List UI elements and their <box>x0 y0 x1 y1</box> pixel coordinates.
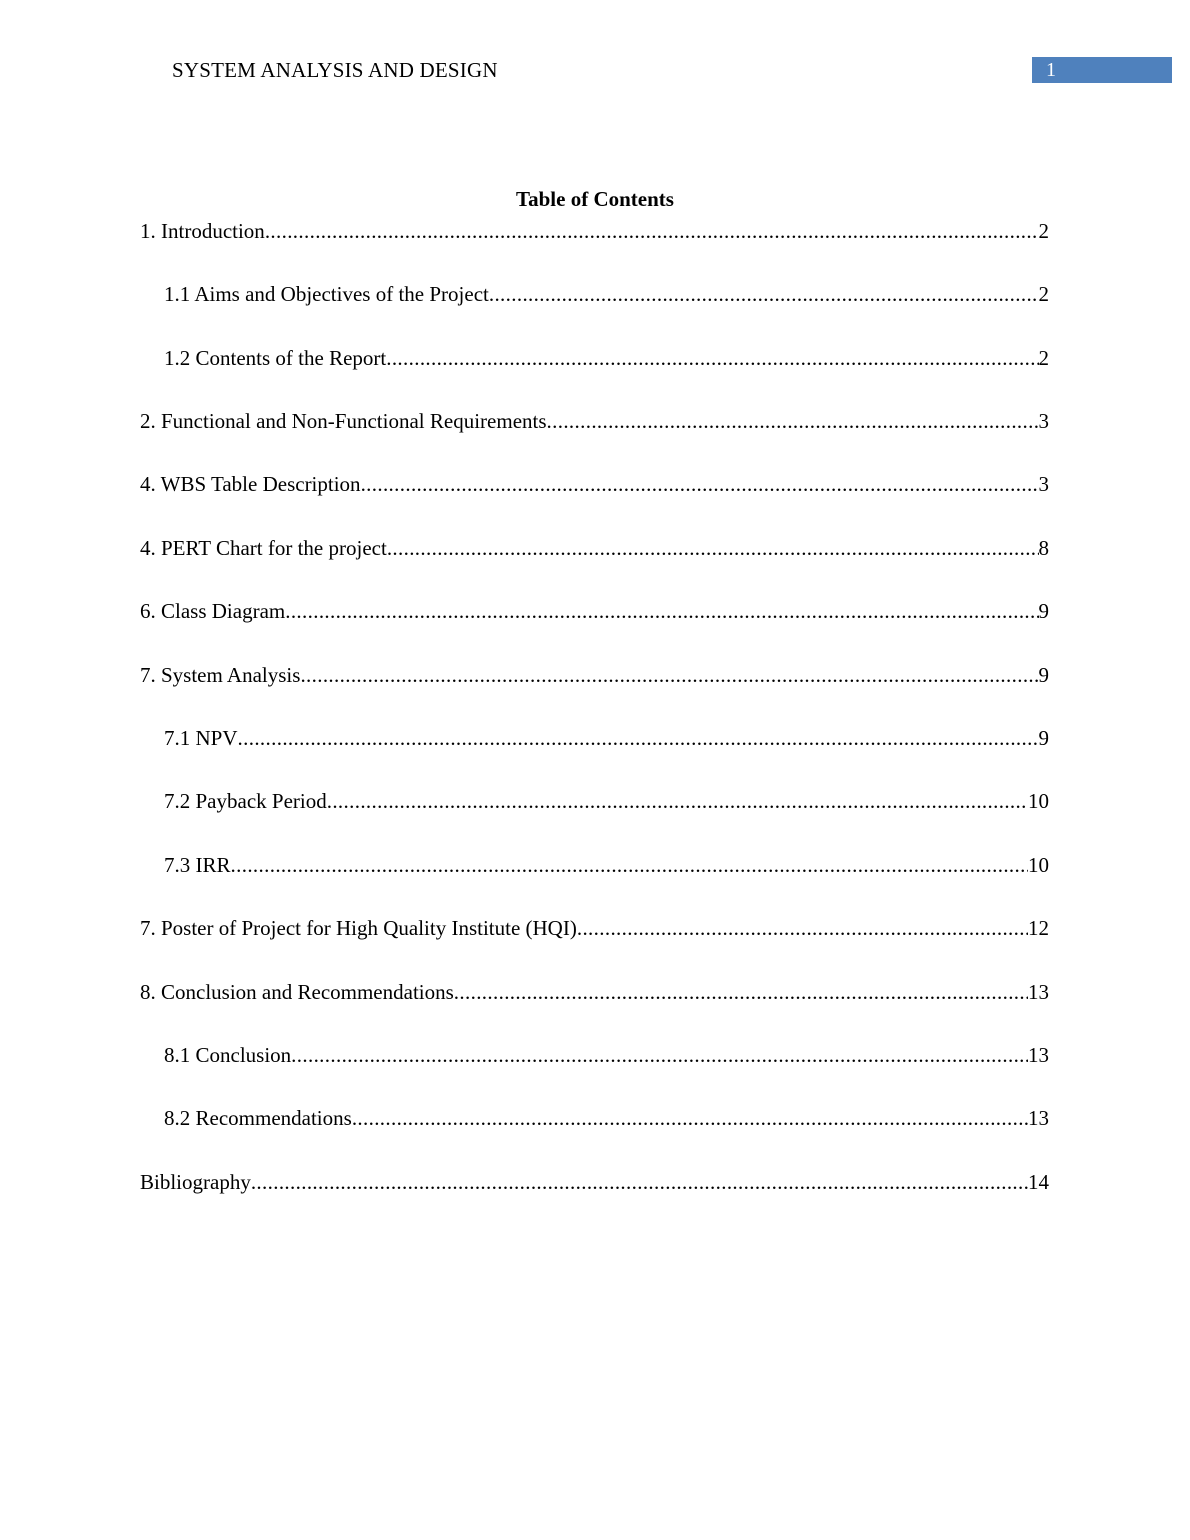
toc-dot-leader <box>454 979 1028 1005</box>
toc-entry-label: 6. Class Diagram <box>140 599 286 623</box>
toc-entry-aims-objectives[interactable] <box>164 281 1049 307</box>
toc-entry-payback-period[interactable] <box>164 788 1049 814</box>
toc-entry-page: 10 <box>1028 789 1049 813</box>
toc-entry-label: 2. Functional and Non-Functional Requirements <box>140 409 547 433</box>
toc-entry-page: 13 <box>1028 1043 1049 1067</box>
toc-entry-bibliography[interactable] <box>140 1169 1049 1195</box>
toc-entry-label: 1.1 Aims and Objectives of the Project <box>164 282 489 306</box>
toc-dot-leader <box>386 345 1038 371</box>
toc-entry-page: 9 <box>1038 726 1049 750</box>
toc-entry-page: 8 <box>1038 536 1049 560</box>
toc-entry-class-diagram[interactable] <box>140 598 1049 624</box>
toc-entry-introduction[interactable] <box>140 218 1049 244</box>
toc-heading: Table of Contents <box>516 187 674 211</box>
toc-dot-leader <box>251 1169 1028 1195</box>
toc-dot-leader <box>231 852 1028 878</box>
toc-entry-system-analysis[interactable] <box>140 662 1049 688</box>
toc-entry-poster[interactable] <box>140 915 1049 941</box>
toc-entry-recommendations[interactable] <box>164 1105 1049 1131</box>
toc-entry-page: 3 <box>1038 409 1049 433</box>
toc-entry-label: 4. PERT Chart for the project <box>140 536 387 560</box>
toc-entry-wbs-table[interactable] <box>140 471 1049 497</box>
toc-dot-leader <box>547 408 1039 434</box>
toc-entry-page: 13 <box>1028 980 1049 1004</box>
toc-dot-leader <box>387 535 1039 561</box>
running-header-title: SYSTEM ANALYSIS AND DESIGN <box>172 58 498 82</box>
toc-entry-label: 1.2 Contents of the Report <box>164 346 387 370</box>
toc-entry-page: 9 <box>1038 599 1049 623</box>
toc-entry-conclusion-recommendations[interactable] <box>140 979 1049 1005</box>
toc-entry-page: 14 <box>1028 1170 1049 1194</box>
toc-dot-leader <box>577 915 1028 941</box>
toc-dot-leader <box>291 1042 1028 1068</box>
toc-entry-label: 7. System Analysis <box>140 663 301 687</box>
toc-entry-pert-chart[interactable] <box>140 535 1049 561</box>
toc-entry-label: 7. Poster of Project for High Quality Institute (HQI) <box>140 916 577 940</box>
toc-dot-leader <box>489 281 1039 307</box>
toc-entry-page: 3 <box>1038 472 1049 496</box>
toc-entry-npv[interactable] <box>164 725 1049 751</box>
toc-entry-page: 2 <box>1038 346 1049 370</box>
toc-entry-label: 7.2 Payback Period <box>164 789 327 813</box>
toc-entry-label: 7.3 IRR <box>164 853 231 877</box>
toc-entry-page: 2 <box>1038 282 1049 306</box>
toc-dot-leader <box>265 218 1039 244</box>
toc-dot-leader <box>300 662 1038 688</box>
toc-entry-page: 10 <box>1028 853 1049 877</box>
toc-entry-contents-report[interactable] <box>164 345 1049 371</box>
toc-entry-label: 8. Conclusion and Recommendations <box>140 980 454 1004</box>
page-number-badge: 1 <box>1032 57 1172 83</box>
toc-entry-label: 1. Introduction <box>140 219 265 243</box>
toc-entry-label: 8.2 Recommendations <box>164 1106 352 1130</box>
toc-entry-requirements[interactable] <box>140 408 1049 434</box>
toc-dot-leader <box>352 1105 1028 1131</box>
toc-entry-conclusion[interactable] <box>164 1042 1049 1068</box>
toc-entry-page: 2 <box>1038 219 1049 243</box>
toc-dot-leader <box>285 598 1038 624</box>
toc-entry-page: 13 <box>1028 1106 1049 1130</box>
toc-entry-label: 7.1 NPV <box>164 726 238 750</box>
toc-entry-page: 12 <box>1028 916 1049 940</box>
toc-entry-page: 9 <box>1038 663 1049 687</box>
toc-dot-leader <box>361 471 1039 497</box>
toc-dot-leader <box>238 725 1039 751</box>
toc-entry-label: Bibliography <box>140 1170 251 1194</box>
toc-dot-leader <box>327 788 1028 814</box>
toc-entry-irr[interactable] <box>164 852 1049 878</box>
toc-entry-label: 8.1 Conclusion <box>164 1043 292 1067</box>
toc-entry-label: 4. WBS Table Description <box>140 472 361 496</box>
